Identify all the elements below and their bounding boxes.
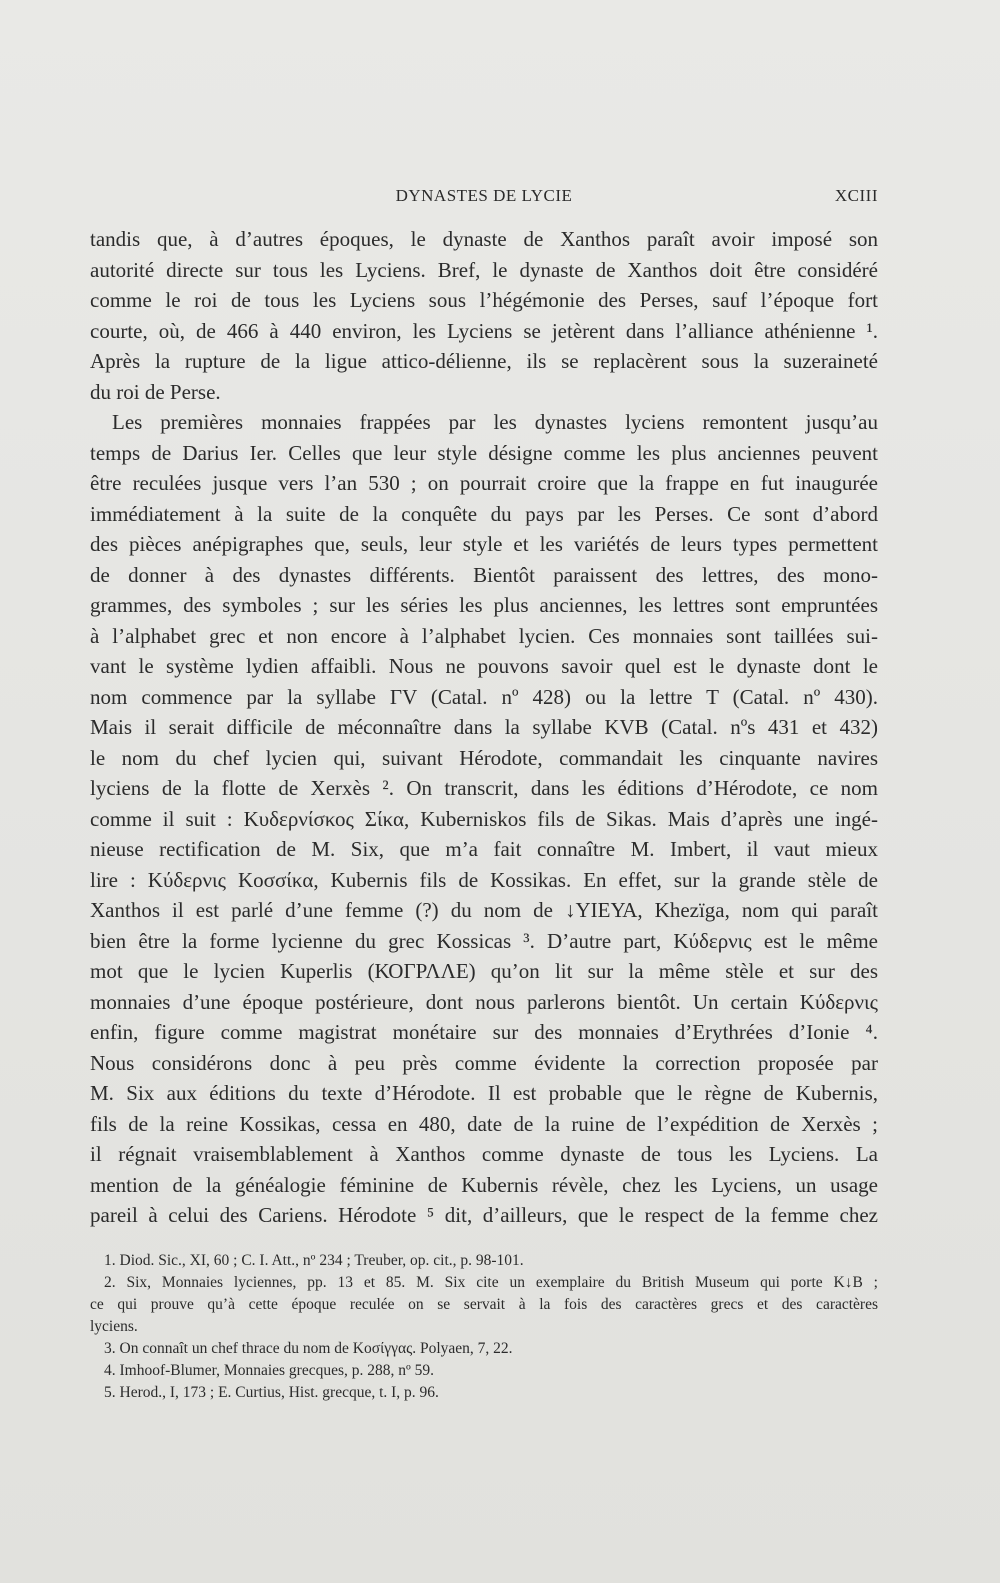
text-line: enfin, figure comme magistrat monétaire sur des monnaies d’Erythrées d’Ionie ⁴.	[90, 1020, 878, 1044]
text-line: pareil à celui des Cariens. Hérodote ⁵ dit, d’ailleurs, que le respect de la femme chez	[90, 1203, 878, 1227]
text-line: Xanthos il est parlé d’une femme (?) du nom de ↓ΥΙΕΥΑ, Khezïga, nom qui paraît	[90, 898, 878, 922]
page-number: XCIII	[834, 186, 878, 205]
text-line: de donner à des dynastes différents. Bientôt paraissent des lettres, des mono-	[90, 562, 878, 587]
text-line: Les premières monnaies frappées par les dynastes lyciens remontent jusqu’au	[112, 410, 878, 434]
text-line: comme le roi de tous les Lyciens sous l’hégémonie des Perses, sauf l’époque fort	[90, 288, 878, 312]
text-line: Après la rupture de la ligue attico-délienne, ils se replacèrent sous la suzeraineté	[90, 349, 878, 373]
text-line: être reculées jusque vers l’an 530 ; on pourrait croire que la frappe en fut inaugurée	[90, 471, 878, 495]
text-line: à l’alphabet grec et non encore à l’alphabet lycien. Ces monnaies sont taillées sui-	[90, 623, 878, 648]
footnote-2-end: lyciens.	[90, 1318, 138, 1335]
footnote-3: 3. On connaît un chef thrace du nom de Κοσίγγας. Polyaen, 7, 22.	[104, 1340, 513, 1357]
text-line: courte, où, de 466 à 440 environ, les Lyciens se jetèrent dans l’alliance athénienne ¹.	[90, 318, 878, 343]
text-line: Nous considérons donc à peu près comme évidente la correction proposée par	[90, 1050, 878, 1075]
text-line: tandis que, à d’autres époques, le dynaste de Xanthos paraît avoir imposé son	[90, 227, 878, 251]
footnote-1: 1. Diod. Sic., XI, 60 ; C. I. Att., nº 234 ; Treuber, op. cit., p. 98-101.	[104, 1252, 524, 1269]
footnote-2: 2. Six, Monnaies lyciennes, pp. 13 et 85. M. Six cite un exemplaire du British Museum qui porte K↓B ;	[104, 1274, 878, 1291]
text-line: du roi de Perse.	[90, 379, 221, 404]
footnote-4: 4. Imhoof-Blumer, Monnaies grecques, p. 288, nº 59.	[104, 1362, 435, 1379]
text-line: nieuse rectification de M. Six, que m’a fait connaître M. Imbert, il vaut mieux	[90, 837, 878, 861]
text-line: temps de Darius Ier. Celles que leur style désigne comme les plus anciennes peuvent	[90, 440, 878, 465]
body-text	[90, 224, 878, 1231]
running-title: DYNASTES DE LYCIE	[395, 186, 573, 205]
text-line: fils de la reine Kossikas, cessa en 480, date de la ruine de l’expédition de Xerxès ;	[90, 1111, 878, 1136]
text-line: vant le système lydien affaibli. Nous ne pouvons savoir quel est le dynaste dont le	[90, 654, 878, 678]
text-line: monnaies d’une époque postérieure, dont nous parlerons bientôt. Un certain Κύδερνις	[90, 989, 878, 1014]
text-line: autorité directe sur tous les Lyciens. Bref, le dynaste de Xanthos doit être considéré	[90, 257, 878, 282]
text-line: comme il suit : Κυδερνίσκος Σίκα, Kuberniskos fils de Sikas. Mais d’après une ingé-	[90, 806, 878, 831]
text-line: le nom du chef lycien qui, suivant Hérodote, commandait les cinquante navires	[90, 745, 878, 770]
text-line: il régnait vraisemblablement à Xanthos comme dynaste de tous les Lyciens. La	[90, 1142, 878, 1166]
text-line: des pièces anépigraphes que, seuls, leur style et les variétés de leurs types permettent	[90, 532, 878, 556]
running-head	[90, 186, 878, 210]
text-line: lire : Κύδερνις Κοσσίκα, Kubernis fils de Kossikas. En effet, sur la grande stèle de	[90, 867, 878, 892]
text-line: grammes, des symboles ; sur les séries les plus anciennes, les lettres sont empruntées	[90, 593, 878, 617]
footnotes	[90, 1250, 878, 1404]
text-line: lyciens de la flotte de Xerxès ². On transcrit, dans les éditions d’Hérodote, ce nom	[90, 776, 878, 800]
footnote-5: 5. Herod., I, 173 ; E. Curtius, Hist. grecque, t. I, p. 96.	[104, 1384, 439, 1401]
text-line: bien être la forme lycienne du grec Kossicas ³. D’autre part, Κύδερνις est le même	[90, 928, 878, 953]
text-line: mention de la généalogie féminine de Kubernis révèle, chez les Lyciens, un usage	[90, 1172, 878, 1197]
footnote-2-continued: ce qui prouve qu’à cette époque reculée on se servait à la fois des caractères grecs et des caractères	[90, 1296, 878, 1313]
text-line: Mais il serait difficile de méconnaître dans la syllabe KVB (Catal. nºs 431 et 432)	[90, 715, 878, 739]
text-line: immédiatement à la suite de la conquête du pays par les Perses. Ce sont d’abord	[90, 501, 878, 526]
text-line: M. Six aux éditions du texte d’Hérodote. Il est probable que le règne de Kubernis,	[90, 1081, 878, 1105]
text-line: mot que le lycien Kuperlis (ΚΟΓΡΛΛΕ) qu’on lit sur la même stèle et sur des	[90, 959, 878, 983]
text-line: nom commence par la syllabe ΓV (Catal. nº 428) ou la lettre T (Catal. nº 430).	[90, 684, 878, 709]
